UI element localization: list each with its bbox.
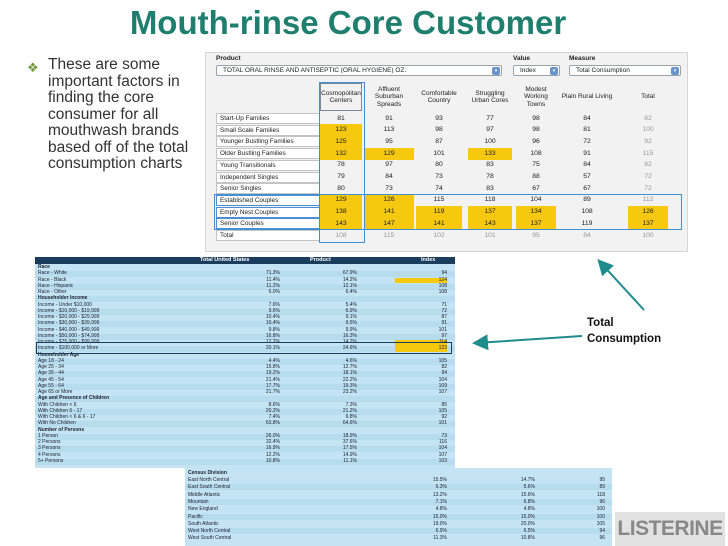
demographics-row-label: Number of Persons — [38, 426, 85, 433]
value-select-value: Index — [520, 67, 536, 74]
matrix-cell: 108 — [335, 231, 347, 239]
matrix-cell: 129 — [364, 148, 414, 160]
demographics-cell: 14.2% — [342, 339, 357, 345]
matrix-cell: 126 — [364, 194, 414, 206]
demographics-cell: 19.3% — [342, 382, 357, 389]
demographics-cell: 87 — [441, 314, 447, 320]
demographics-cell: 105 — [438, 407, 447, 414]
matrix-cell: 141 — [364, 206, 414, 218]
census-cell: 6.3% — [435, 484, 447, 491]
demographics-cell: 9.8% — [268, 326, 280, 333]
matrix-cell: 104 — [530, 196, 542, 204]
census-cell: 15.0% — [520, 513, 535, 520]
matrix-col-header: Modest Working Towns — [524, 85, 548, 108]
demographics-cell: 9.1% — [345, 314, 357, 320]
demographics-cell: 26.0% — [265, 432, 280, 439]
diamond-bullet-icon: ❖ — [27, 60, 39, 75]
demographics-row-label: Income - $75,000 - $99,999 — [38, 339, 100, 345]
matrix-cell: 137 — [628, 218, 668, 230]
demographics-row-label: Age 45 - 54 — [38, 376, 64, 383]
demographics-cell: 7.3% — [345, 401, 357, 408]
matrix-row-label: Empty Nest Couples — [216, 207, 320, 218]
listerine-logo: LISTERINE — [615, 512, 725, 546]
matrix-cell: 141 — [416, 218, 462, 230]
demographics-cell: 32.4% — [265, 439, 280, 445]
matrix-cell: 72 — [644, 184, 652, 192]
demographics-cell: 12.2% — [265, 339, 280, 345]
matrix-cell: 98 — [435, 126, 443, 134]
census-row-label: New England — [188, 506, 218, 513]
matrix-cell: 73 — [385, 184, 393, 192]
matrix-cell: 108 — [581, 208, 593, 216]
demographics-row-label: 5+ Persons — [38, 457, 64, 464]
demographics-cell: 123 — [395, 346, 447, 352]
census-row-label: Middle Atlantic — [188, 491, 221, 498]
demographics-cell: 4.4% — [268, 357, 280, 364]
demographics-row-label: Income - $100,000 or More — [38, 345, 99, 352]
census-cell: 100 — [596, 513, 605, 520]
demographics-cell: 6.8% — [345, 414, 357, 420]
demographics-cell: 97 — [441, 332, 447, 339]
demographics-row-label: Income - $40,000 - $49,999 — [38, 326, 100, 333]
matrix-cell: 97 — [486, 126, 494, 134]
matrix-cell: 73 — [435, 173, 443, 180]
demographics-cell: 7.6% — [268, 301, 280, 308]
col-header-index: Index — [421, 256, 436, 263]
demographics-cell: 10.8% — [265, 457, 280, 464]
matrix-cell: 92 — [644, 137, 652, 145]
demographics-cell: 101 — [438, 420, 447, 427]
census-cell: 94 — [599, 528, 605, 535]
census-row-label: East South Central — [188, 484, 230, 491]
demographics-cell: 116 — [439, 439, 447, 445]
census-cell: 100 — [596, 506, 605, 513]
matrix-row-label: Senior Couples — [216, 218, 320, 229]
matrix-cell: 119 — [416, 206, 462, 218]
demographics-row-label: 1 Person — [38, 432, 59, 439]
census-cell: 13.2% — [432, 491, 447, 498]
matrix-cell: 126 — [628, 206, 668, 218]
matrix-cell: 84 — [583, 114, 591, 122]
demographics-cell: 63.8% — [265, 420, 280, 427]
matrix-cell: 115 — [642, 149, 654, 157]
demographics-cell: 67.9% — [342, 270, 357, 277]
arrow-to-matrix — [600, 262, 644, 310]
chevron-down-icon: ▾ — [492, 67, 500, 75]
matrix-cell: 118 — [484, 196, 496, 204]
demographics-row-label: With Children 6 - 17 — [38, 407, 83, 414]
demographics-cell: 37.6% — [342, 439, 357, 445]
matrix-cell: 84 — [385, 173, 393, 180]
demographics-cell: 108 — [438, 289, 447, 295]
matrix-cell: 84 — [583, 161, 591, 169]
matrix-col-header: Struggling Urban Cores — [471, 89, 509, 104]
demographics-cell: 14.2% — [342, 276, 357, 283]
demographics-cell: 85 — [441, 401, 447, 408]
demographics-cell: 10.4% — [265, 320, 280, 327]
census-cell: 20.0% — [520, 520, 535, 527]
demographics-row-label: Age 35 - 44 — [38, 370, 64, 377]
demographics-cell: 92 — [441, 414, 447, 420]
census-cell: 96 — [599, 498, 605, 505]
census-cell: 6.8% — [523, 498, 535, 505]
demographics-cell: 4.6% — [345, 357, 357, 364]
census-cell: 14.7% — [520, 477, 535, 483]
demographics-cell: 71 — [441, 301, 447, 308]
matrix-cell: 137 — [516, 218, 556, 230]
matrix-col-header: Plain Rural Living — [561, 93, 613, 101]
matrix-cell: 100 — [642, 231, 654, 239]
census-row-label: Mountain — [188, 498, 209, 505]
matrix-row-label: Young Transitionals — [216, 160, 320, 171]
demographics-cell: 12.7% — [342, 364, 357, 370]
matrix-cell: 67 — [583, 184, 591, 192]
demographics-cell: 94 — [441, 370, 447, 377]
demographics-cell: 21.7% — [265, 389, 280, 395]
demographics-cell: 9.5% — [345, 320, 357, 327]
demographics-row-label: Age 55 - 64 — [38, 382, 64, 389]
matrix-cell: 82 — [644, 114, 652, 122]
demographics-row-label: 3 Persons — [38, 445, 61, 452]
demographics-cell: 103 — [438, 457, 447, 464]
matrix-cell: 91 — [583, 149, 591, 157]
demographics-row-label: Income - $50,000 - $74,999 — [38, 332, 100, 339]
demographics-row-label: Age 65 or More — [38, 389, 73, 395]
value-label: Value — [513, 55, 530, 62]
matrix-cell: 80 — [435, 161, 443, 169]
matrix-row-label: Total — [216, 230, 320, 241]
census-cell: 89 — [599, 484, 605, 491]
demographics-row-label: With Children < 6 — [38, 401, 77, 408]
matrix-cell: 77 — [486, 114, 494, 122]
demographics-cell: 11.4% — [266, 276, 280, 283]
matrix-cell: 89 — [583, 196, 591, 204]
demographics-cell: 6.9% — [345, 307, 357, 314]
matrix-col-header: Cosmopolitan Centers — [320, 83, 362, 111]
demographics-cell: 71.3% — [265, 270, 280, 277]
arrow-to-income — [476, 336, 582, 343]
demographics-cell: 14.9% — [342, 451, 357, 458]
census-row-label: Pacific — [188, 513, 203, 520]
matrix-cell: 101 — [484, 231, 496, 239]
matrix-cell: 83 — [486, 184, 494, 192]
demographics-cell: 17.7% — [265, 382, 280, 389]
demographics-cell: 20.2% — [265, 407, 280, 414]
demographics-cell: 22.2% — [342, 376, 357, 383]
demographics-cell: 6.4% — [345, 289, 357, 295]
matrix-cell: 79 — [337, 173, 345, 180]
matrix-row-label: Start-Up Families — [216, 113, 320, 124]
slide-title: Mouth-rinse Core Customer — [129, 4, 567, 41]
matrix-cell: 132 — [320, 148, 362, 160]
demographics-cell: 114 — [395, 340, 447, 346]
product-label: Product — [216, 55, 241, 62]
demographics-cell: 9.6% — [268, 307, 280, 314]
demographics-row-label: Income - Under $10,000 — [38, 301, 92, 308]
demographics-cell: 17.5% — [342, 445, 357, 452]
demographics-cell: 82 — [441, 364, 447, 370]
demographics-cell: 16.8% — [265, 332, 280, 339]
census-cell: 95 — [599, 477, 605, 483]
matrix-cell: 78 — [337, 161, 345, 169]
demographics-cell: 19.2% — [265, 370, 280, 377]
matrix-cell: 82 — [644, 161, 652, 169]
census-cell: 105 — [596, 520, 605, 527]
demographics-cell: 8.6% — [268, 401, 280, 408]
demographics-row-label: With No Children — [38, 420, 76, 427]
demographics-row-label: Race - Hispanic — [38, 282, 74, 289]
matrix-row-label: Established Couples — [216, 195, 320, 206]
demographics-cell: 104 — [438, 445, 447, 452]
demographics-cell: 6.0% — [268, 289, 280, 295]
matrix-col-header: Affluent Suburban Spreads — [374, 85, 404, 108]
matrix-cell: 78 — [486, 173, 494, 180]
demographics-row-label: Householder Age — [38, 351, 80, 358]
demographics-cell: 9.9% — [345, 326, 357, 333]
matrix-cell: 101 — [433, 149, 445, 157]
demographics-cell: 20.1% — [265, 345, 280, 352]
matrix-cell: 119 — [581, 219, 593, 227]
matrix-cell: 129 — [320, 194, 362, 206]
matrix-cell: 113 — [383, 126, 395, 134]
matrix-cell: 138 — [320, 206, 362, 218]
demographics-cell: 7.4% — [268, 414, 280, 420]
demographics-cell: 91 — [441, 320, 447, 327]
col-header-product: Product — [310, 256, 331, 263]
demographics-cell: 15.8% — [265, 364, 280, 370]
census-cell: 15.0% — [432, 513, 447, 520]
matrix-cell: 87 — [435, 137, 443, 145]
col-header-total-us: Total United States — [200, 256, 250, 263]
demographics-cell: 12.1% — [342, 282, 357, 289]
census-row-label: South Atlantic — [188, 520, 219, 527]
demographics-row-label: Age 18 - 24 — [38, 357, 64, 364]
census-cell: 6.5% — [523, 528, 535, 535]
matrix-row-label: Younger Bustling Families — [216, 136, 320, 147]
matrix-cell: 143 — [468, 218, 512, 230]
matrix-cell: 95 — [385, 137, 393, 145]
demographics-row-label: Income - $20,000 - $29,999 — [38, 314, 100, 320]
demographics-cell: 105 — [438, 357, 447, 364]
demographics-row-label: Age and Presence of Children — [38, 395, 110, 402]
matrix-cell: 80 — [337, 184, 345, 192]
matrix-row-label: Senior Singles — [216, 183, 320, 194]
matrix-cell: 91 — [385, 114, 393, 122]
matrix-cell: 125 — [320, 136, 362, 148]
census-cell: 96 — [599, 535, 605, 542]
census-cell: 15.6% — [520, 491, 535, 498]
demographics-cell: 73 — [441, 432, 447, 439]
matrix-cell: 57 — [583, 173, 591, 180]
demographics-cell: 72 — [441, 307, 447, 314]
demographics-cell: 108 — [438, 282, 447, 289]
matrix-row-label: Older Bustling Families — [216, 148, 320, 159]
matrix-cell: 147 — [364, 218, 414, 230]
matrix-cell: 95 — [532, 231, 540, 239]
matrix-cell: 137 — [468, 206, 512, 218]
demographics-row-label: Race - White — [38, 270, 67, 277]
demographics-cell: 11.1% — [343, 457, 357, 464]
bullet-text: These are some important factors in finding the core consumer for all mouthwash brands based off of the total consumption charts — [48, 56, 189, 172]
matrix-cell: 100 — [484, 137, 496, 145]
demographics-cell: 109 — [438, 382, 447, 389]
measure-select-value: Total Consumption — [576, 67, 630, 74]
product-select-value: TOTAL ORAL RINSE AND ANTISEPTIC (ORAL HYGIENE) OZ. — [223, 67, 407, 74]
matrix-cell: 83 — [486, 161, 494, 169]
matrix-cell: 134 — [516, 206, 556, 218]
matrix-cell: 67 — [532, 184, 540, 192]
demographics-row-label: 4 Persons — [38, 451, 61, 458]
demographics-cell: 101 — [438, 326, 447, 333]
census-row-label: West South Central — [188, 535, 232, 542]
matrix-row-label: Small Scale Families — [216, 125, 320, 136]
census-row-label: East North Central — [188, 477, 230, 483]
demographics-row-label: Race — [38, 264, 50, 270]
census-header-label: Census Division — [188, 470, 227, 476]
chevron-down-icon: ▾ — [671, 67, 679, 75]
matrix-cell: 108 — [530, 149, 542, 157]
demographics-row-label: With Children < 6 & 6 - 17 — [38, 414, 96, 420]
matrix-cell: 81 — [583, 126, 591, 134]
census-cell: 19.0% — [432, 520, 447, 527]
matrix-cell: 81 — [337, 114, 345, 122]
matrix-cell: 102 — [433, 231, 445, 239]
demographics-cell: 107 — [438, 451, 447, 458]
demographics-cell: 16.3% — [342, 332, 357, 339]
demographics-row-label: Race - Other — [38, 289, 67, 295]
matrix-cell: 72 — [644, 173, 652, 180]
demographics-row-label: Income - $30,000 - $39,999 — [38, 320, 100, 327]
demographics-cell: 18.1% — [342, 370, 357, 377]
matrix-cell: 115 — [433, 196, 445, 204]
demographics-cell: 21.2% — [342, 407, 357, 414]
census-cell: 4.8% — [523, 506, 535, 513]
demographics-row-label: Householder Income — [38, 295, 88, 302]
demographics-row-label: Race - Black — [38, 276, 67, 283]
demographics-row-label: 2 Persons — [38, 439, 61, 445]
matrix-cell: 93 — [435, 114, 443, 122]
matrix-col-header: Total — [641, 93, 655, 101]
matrix-cell: 143 — [320, 218, 362, 230]
demographics-cell: 107 — [438, 389, 447, 395]
demographics-row-label: Age 25 - 34 — [38, 364, 64, 370]
matrix-row-label: Independent Singles — [216, 172, 320, 183]
census-cell: 15.5% — [432, 477, 447, 483]
matrix-cell: 88 — [532, 173, 540, 180]
matrix-cell: 74 — [435, 184, 443, 192]
matrix-cell: 112 — [642, 196, 654, 204]
demographics-cell: 23.2% — [342, 389, 357, 395]
matrix-cell: 123 — [320, 124, 362, 136]
demographics-cell: 94 — [441, 270, 447, 277]
census-cell: 10.8% — [520, 535, 535, 542]
matrix-cell: 96 — [532, 137, 540, 145]
demographics-cell: 11.2% — [266, 282, 280, 289]
matrix-cell: 100 — [642, 126, 654, 134]
chevron-down-icon: ▾ — [550, 67, 558, 75]
demographics-cell: 12.2% — [265, 451, 280, 458]
census-cell: 5.6% — [523, 484, 535, 491]
demographics-cell: 124 — [395, 278, 447, 284]
matrix-cell: 133 — [468, 148, 512, 160]
matrix-cell: 115 — [383, 231, 395, 239]
matrix-cell: 75 — [532, 161, 540, 169]
matrix-col-header: Comfortable Country — [421, 89, 457, 104]
demographics-cell: 18.9% — [342, 432, 357, 439]
demographics-cell: 104 — [438, 376, 447, 383]
census-cell: 7.1% — [435, 498, 447, 505]
measure-label: Measure — [569, 55, 596, 62]
demographics-cell: 10.4% — [265, 314, 280, 320]
demographics-cell: 16.9% — [265, 445, 280, 452]
census-row-label: West North Central — [188, 528, 231, 535]
demographics-cell: 64.6% — [342, 420, 357, 427]
matrix-cell: 72 — [583, 137, 591, 145]
matrix-cell: 97 — [385, 161, 393, 169]
demographics-cell: 5.4% — [345, 301, 357, 308]
census-cell: 4.8% — [435, 506, 447, 513]
demographics-row-label: Income - $10,000 - $19,999 — [38, 307, 100, 314]
demographics-cell: 24.6% — [342, 345, 357, 352]
total-consumption-text: Total Consumption — [587, 317, 662, 345]
census-cell: 118 — [597, 491, 605, 498]
demographics-cell: 21.4% — [265, 376, 280, 383]
matrix-cell: 98 — [532, 126, 540, 134]
matrix-cell: 84 — [583, 231, 591, 239]
census-cell: 11.3% — [433, 535, 447, 542]
census-cell: 6.9% — [435, 528, 447, 535]
matrix-cell: 98 — [532, 114, 540, 122]
